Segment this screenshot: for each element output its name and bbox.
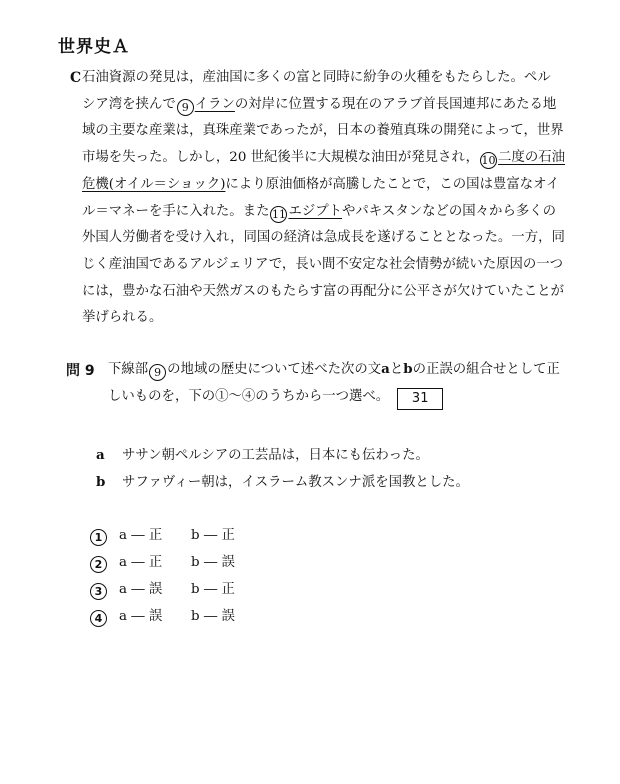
passage-text: の対岸に位置する現在のアラブ首長国連邦にあたる地 <box>234 96 557 112</box>
passage-text: ル＝マネーを手に入れた。また <box>82 203 270 219</box>
option-1[interactable] <box>90 524 235 546</box>
statement-text: サファヴィー朝は，イスラーム教スンナ派を国教とした。 <box>122 475 469 490</box>
underlined-term: イラン <box>194 96 235 112</box>
answer-box[interactable]: 31 <box>397 388 443 410</box>
statement-b <box>96 471 469 490</box>
option-4[interactable] <box>90 605 235 627</box>
passage-line <box>82 172 559 198</box>
stem-text: しいものを，下の①～④のうちから一つ選べ。 <box>108 389 390 404</box>
option-a-value: a ― 正 <box>119 555 163 570</box>
passage-line <box>82 305 162 331</box>
passage-text: には，豊かな石油や天然ガスのもたらす富の再配分に公平さが欠けていたことが <box>82 283 565 299</box>
option-3[interactable] <box>90 578 235 600</box>
underline-ref-9: 9 <box>149 364 166 381</box>
question-number: 問 9 <box>66 363 95 379</box>
question-stem-line-2 <box>108 384 443 410</box>
section-label: C <box>70 70 82 86</box>
passage-line <box>82 92 556 118</box>
passage-line <box>82 252 563 278</box>
option-a-value: a ― 誤 <box>119 582 163 597</box>
statement-key: b <box>96 474 106 490</box>
option-b-value: b ― 正 <box>191 582 235 597</box>
passage-text: 外国人労働者を受け入れ，同国の経済は急成長を遂げることとなった。一方，同 <box>82 230 565 246</box>
underline-ref-11: 11 <box>271 207 286 221</box>
option-a-value: a ― 誤 <box>119 609 163 624</box>
option-b-value: b ― 正 <box>191 528 235 543</box>
passage-text: 市場を失った。しかし，20 世紀後半に大規模な油田が発見され， <box>82 150 480 166</box>
option-number: 4 <box>90 610 107 627</box>
key-b: b <box>403 361 413 377</box>
passage-line <box>82 225 565 251</box>
stem-text: と <box>389 362 404 377</box>
option-b-value: b ― 誤 <box>191 609 235 624</box>
passage-text: シア湾を挟んで <box>82 96 176 112</box>
stem-text: の正誤の組合せとして正 <box>412 362 560 377</box>
option-2[interactable] <box>90 551 235 573</box>
passage-line <box>82 199 556 225</box>
underlined-term: エジプト <box>288 203 343 219</box>
key-a: a <box>381 361 390 377</box>
option-number: 1 <box>90 529 107 546</box>
statement-key: a <box>96 447 105 463</box>
underline-ref-10: 10 <box>481 154 496 168</box>
underline-ref-9: 9 <box>177 99 194 116</box>
underlined-term: 二度の石油 <box>498 150 565 166</box>
option-number: 2 <box>90 556 107 573</box>
option-a-value: a ― 正 <box>119 528 163 543</box>
stem-text: の地域の歴史について述べた次の文 <box>167 362 382 377</box>
option-number: 3 <box>90 583 107 600</box>
stem-text: 下線部 <box>108 362 149 377</box>
passage-text: 石油資源の発見は，産油国に多くの富と同時に紛争の火種をもたらした。ペル <box>82 70 551 85</box>
option-b-value: b ― 誤 <box>191 555 235 570</box>
passage-line <box>82 65 551 91</box>
passage-text: じく産油国であるアルジェリアで，長い間不安定な社会情勢が続いた原因の一つ <box>82 256 564 272</box>
passage-line <box>82 118 564 144</box>
underlined-term: 危機(オイル＝ショック) <box>82 176 226 192</box>
page-title: 世界史Ａ <box>58 37 130 57</box>
passage-line <box>82 279 564 305</box>
passage-text: により原油価格が高騰したことで，この国は豊富なオイ <box>225 176 560 192</box>
passage-text: 域の主要な産業は，真珠産業であったが，日本の養殖真珠の開発によって，世界 <box>82 123 564 139</box>
statement-a <box>96 444 429 463</box>
question-stem-line-1 <box>108 356 560 383</box>
passage-text: 挙げられる。 <box>82 310 163 326</box>
passage-text: やパキスタンなどの国々から多くの <box>342 203 557 219</box>
statement-text: ササン朝ペルシアの工芸品は，日本にも伝わった。 <box>122 448 429 463</box>
passage-line <box>82 145 565 171</box>
